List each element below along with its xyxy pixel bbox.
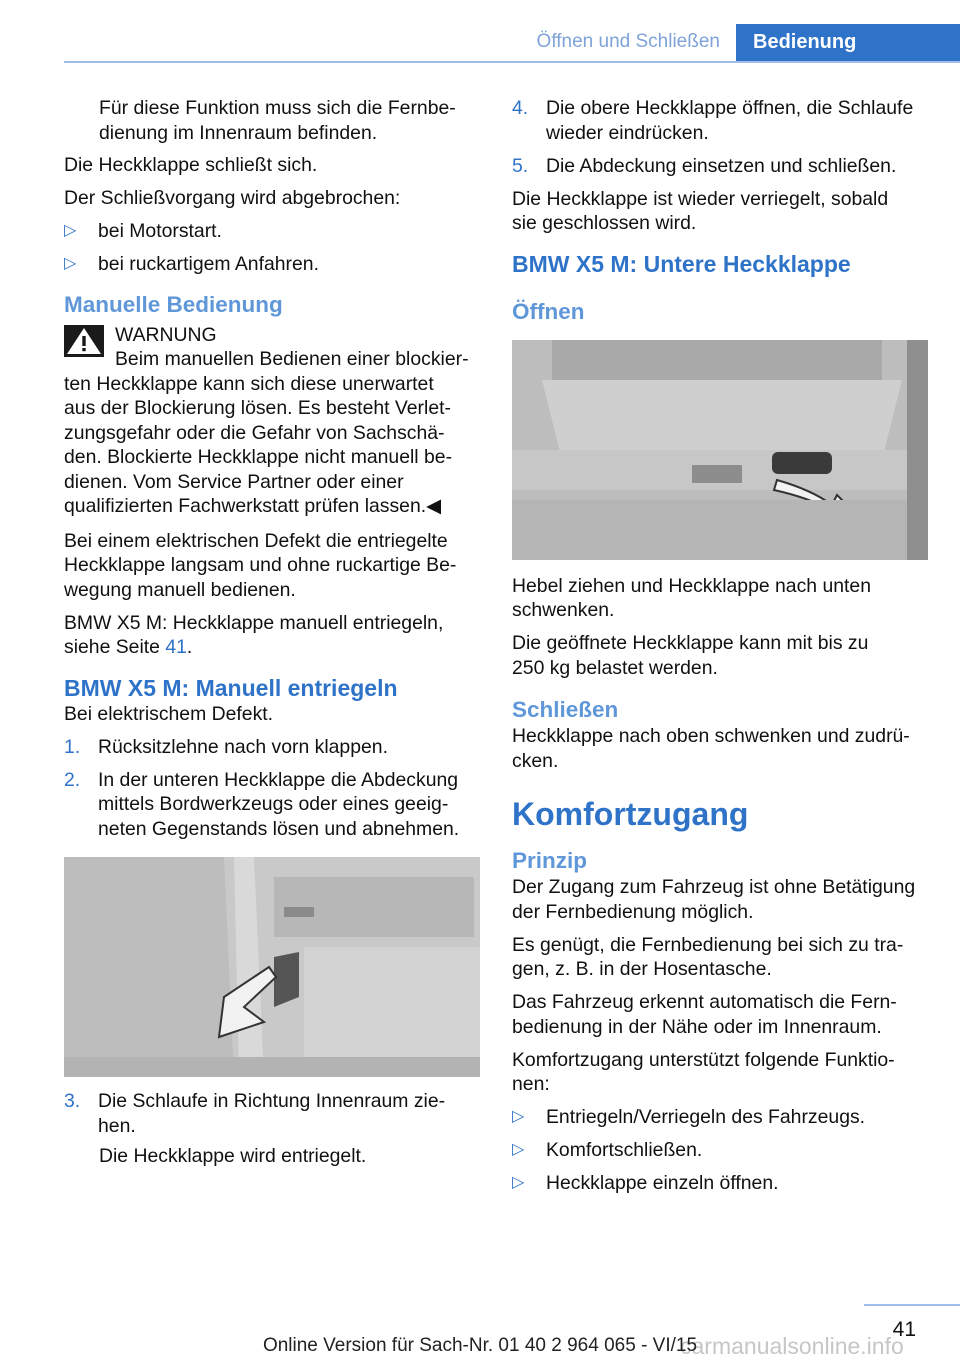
- paragraph-genuegt: Es genügt, die Fernbedienung bei sich zu tra- gen, z. B. in der Hosentasche.: [512, 933, 904, 980]
- watermark: carmanualsonline.info: [680, 1333, 904, 1359]
- triangle-bullet-icon: ▷: [64, 255, 77, 272]
- list-item: ▷ bei ruckartigem Anfahren.: [64, 253, 319, 275]
- paragraph-hebel: Hebel ziehen und Heckklappe nach unten schwenken.: [512, 574, 871, 621]
- triangle-bullet-icon: ▷: [512, 1174, 525, 1191]
- header-rule: [64, 61, 960, 63]
- photo-lower-tailgate-lever: [512, 340, 928, 560]
- list-item: 4. Die obere Heckklappe öffnen, die Schlaufe wieder eindrücken.: [512, 97, 914, 144]
- paragraph-verriegelt: Die Heckklappe ist wieder verriegelt, sobald sie geschlossen wird.: [512, 187, 889, 234]
- paragraph-erkennt: Das Fahrzeug erkennt automatisch die Fern- bedienung in der Nähe oder im Innenraum.: [512, 991, 897, 1038]
- right-column: [512, 96, 928, 1204]
- list-item: 1. Rücksitzlehne nach vorn klappen.: [64, 735, 388, 758]
- list-item: ▷ Entriegeln/Verriegeln des Fahrzeugs.: [512, 1106, 866, 1128]
- triangle-bullet-icon: ▷: [64, 222, 77, 239]
- page-number: 41: [892, 1318, 916, 1341]
- heading-prinzip: Prinzip: [512, 848, 588, 873]
- paragraph-fernbedienung: Für diese Funktion muss sich die Fernbe- dienung im Innenraum befinden.: [99, 97, 456, 144]
- list-item: ▷ Heckklappe einzeln öffnen.: [512, 1172, 779, 1194]
- list-item: ▷ bei Motorstart.: [64, 220, 222, 242]
- heading-oeffnen: Öffnen: [512, 298, 585, 324]
- triangle-bullet-icon: ▷: [512, 1141, 525, 1158]
- list-item: ▷ Komfortschließen.: [512, 1139, 703, 1161]
- paragraph-zugang: Der Zugang zum Fahrzeug ist ohne Betätigung der Fernbedienung möglich.: [512, 876, 916, 923]
- paragraph-schliesst: Die Heckklappe schließt sich.: [64, 154, 318, 176]
- paragraph-entriegelt: Die Heckklappe wird entriegelt.: [99, 1145, 367, 1167]
- warning-title: WARNUNG: [115, 323, 217, 346]
- heading-manuelle-bedienung: Manuelle Bedienung: [64, 291, 283, 317]
- running-header-section: Öffnen und Schließen: [536, 31, 720, 52]
- warning-body: Beim manuellen Bedienen einer blockier- ten Heckklappe kann sich diese unerwartet aus der Blockierung lösen. Es besteht Verlet- zungsgefahr oder die Gefahr von Sachschä- den. Blockierte Heckklappe nicht manuell be- dienen. Vom Service Partner oder einer qualifizierten Fachwerkstatt prüfen lassen.◀: [64, 348, 469, 517]
- paragraph-belastet: Die geöffnete Heckklappe kann mit bis zu 250 kg belastet werden.: [512, 632, 869, 679]
- heading-komfortzugang: Komfortzugang: [512, 796, 749, 832]
- paragraph-defekt: Bei einem elektrischen Defekt die entriegelte Heckklappe langsam und ohne ruckartige Be- wegung manuell bedienen.: [64, 529, 457, 601]
- heading-schliessen: Schließen: [512, 697, 619, 722]
- paragraph-bei-defekt: Bei elektrischem Defekt.: [64, 702, 274, 725]
- heading-manuell-entriegeln: BMW X5 M: Manuell entriegeln: [64, 674, 398, 701]
- paragraph-x5m-reference: BMW X5 M: Heckklappe manuell entriegeln, siehe Seite 41.: [64, 611, 444, 658]
- warning-icon: [64, 325, 104, 357]
- list-item: 3. Die Schlaufe in Richtung Innenraum zie- hen.: [64, 1090, 446, 1137]
- left-column: [64, 96, 480, 1177]
- photo-trunk-cover-removal: [64, 857, 480, 1077]
- list-item: 2. In der unteren Heckklappe die Abdeckung mittels Bordwerkzeugs oder eines geeig- neten Gegenstands lösen und abnehmen.: [64, 768, 460, 840]
- heading-untere-heckklappe: BMW X5 M: Untere Heckklappe: [512, 250, 851, 277]
- footer-online-version: Online Version für Sach-Nr. 01 40 2 964 065 - VI/15: [262, 1335, 698, 1356]
- page-link[interactable]: 41: [165, 636, 187, 658]
- warning-block: [64, 323, 480, 519]
- triangle-bullet-icon: ▷: [512, 1108, 525, 1125]
- paragraph-unterstuetzt: Komfortzugang unterstützt folgende Funktio- nen:: [512, 1048, 895, 1095]
- paragraph-abgebrochen: Der Schließvorgang wird abgebrochen:: [64, 187, 401, 209]
- list-item: 5. Die Abdeckung einsetzen und schließen.: [512, 154, 897, 177]
- running-header-tab: Bedienung: [736, 24, 960, 61]
- footer-rule: [864, 1304, 960, 1306]
- paragraph-schwenken: Heckklappe nach oben schwenken und zudrü- cken.: [512, 725, 910, 772]
